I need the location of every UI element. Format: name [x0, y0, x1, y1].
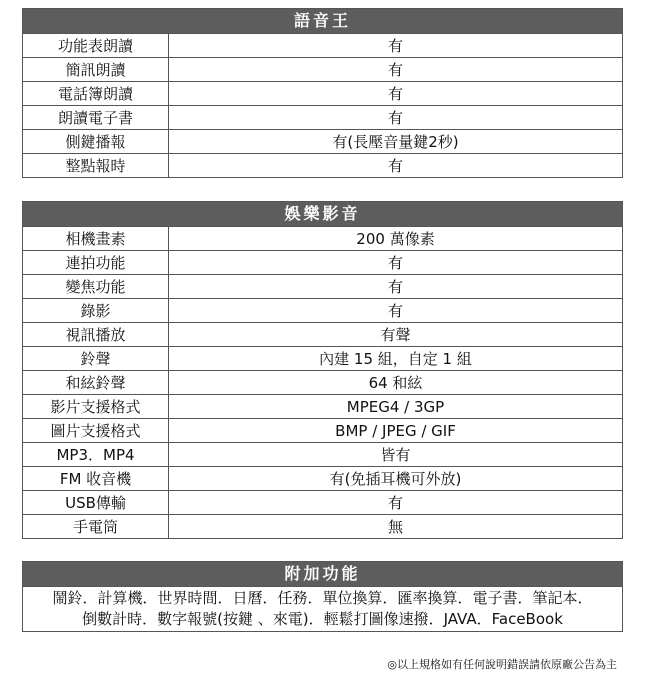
entertainment-spec-label: 和絃鈴聲 [23, 371, 169, 395]
entertainment-spec-label: 連拍功能 [23, 251, 169, 275]
entertainment-spec-label: 鈴聲 [23, 347, 169, 371]
voice-spec-value: 有(長壓音量鍵2秒) [169, 130, 623, 154]
entertainment-spec-value: 內建 15 組，自定 1 組 [169, 347, 623, 371]
entertainment-spec-label: 相機畫素 [23, 227, 169, 251]
entertainment-spec-value: 200 萬像素 [169, 227, 623, 251]
voice-spec-value: 有 [169, 58, 623, 82]
voice-spec-label: 整點報時 [23, 154, 169, 178]
extra-features-row [23, 587, 623, 632]
extra-features-table [22, 561, 623, 632]
voice-spec-row [23, 82, 623, 106]
voice-spec-row [23, 154, 623, 178]
extra-section-title: 附加功能 [23, 562, 623, 587]
voice-spec-row [23, 130, 623, 154]
entertainment-spec-value: 有 [169, 299, 623, 323]
entertainment-spec-row [23, 347, 623, 371]
entertainment-spec-value: 有(免插耳機可外放) [169, 467, 623, 491]
disclaimer-footnote: ◎以上規格如有任何說明錯誤請依原廠公告為主 [387, 658, 617, 671]
voice-spec-row [23, 106, 623, 130]
entertainment-spec-label: USB傳輸 [23, 491, 169, 515]
voice-spec-table [22, 8, 623, 178]
entertainment-spec-label: 手電筒 [23, 515, 169, 539]
entertainment-spec-label: 視訊播放 [23, 323, 169, 347]
entertainment-spec-row [23, 467, 623, 491]
voice-spec-value: 有 [169, 82, 623, 106]
entertainment-spec-row [23, 515, 623, 539]
entertainment-spec-label: 圖片支援格式 [23, 419, 169, 443]
entertainment-spec-row [23, 251, 623, 275]
voice-spec-label: 簡訊朗讀 [23, 58, 169, 82]
entertainment-spec-row [23, 227, 623, 251]
entertainment-spec-row [23, 419, 623, 443]
entertainment-spec-row [23, 275, 623, 299]
entertainment-spec-value: 皆有 [169, 443, 623, 467]
entertainment-spec-value: 有 [169, 491, 623, 515]
voice-spec-row [23, 58, 623, 82]
voice-spec-label: 電話簿朗讀 [23, 82, 169, 106]
entertainment-spec-value: 64 和絃 [169, 371, 623, 395]
entertainment-spec-row [23, 299, 623, 323]
entertainment-spec-table [22, 201, 623, 539]
voice-spec-label: 功能表朗讀 [23, 34, 169, 58]
entertainment-spec-row [23, 371, 623, 395]
entertainment-spec-label: FM 收音機 [23, 467, 169, 491]
extra-features-line-2: 倒數計時．數字報號(按鍵 、來電)．輕鬆打圖像速撥．JAVA．FaceBook [82, 610, 563, 628]
entertainment-spec-rows [23, 227, 623, 539]
extra-features-line-1: 鬧鈴．計算機．世界時間．日曆．任務．單位換算．匯率換算．電子書．筆記本． [52, 589, 593, 607]
entertainment-section-title: 娛樂影音 [23, 202, 623, 227]
voice-spec-label: 側鍵播報 [23, 130, 169, 154]
voice-spec-row [23, 34, 623, 58]
entertainment-spec-row [23, 443, 623, 467]
voice-spec-label: 朗讀電子書 [23, 106, 169, 130]
entertainment-spec-value: MPEG4 / 3GP [169, 395, 623, 419]
entertainment-spec-label: 錄影 [23, 299, 169, 323]
voice-spec-rows [23, 34, 623, 178]
entertainment-spec-value: 無 [169, 515, 623, 539]
extra-features-text [23, 587, 623, 632]
entertainment-spec-label: 變焦功能 [23, 275, 169, 299]
entertainment-spec-value: BMP / JPEG / GIF [169, 419, 623, 443]
entertainment-spec-label: MP3．MP4 [23, 443, 169, 467]
voice-section-title: 語音王 [23, 9, 623, 34]
voice-spec-value: 有 [169, 106, 623, 130]
entertainment-spec-value: 有聲 [169, 323, 623, 347]
voice-spec-value: 有 [169, 154, 623, 178]
entertainment-spec-label: 影片支援格式 [23, 395, 169, 419]
entertainment-spec-value: 有 [169, 251, 623, 275]
voice-spec-value: 有 [169, 34, 623, 58]
entertainment-spec-row [23, 323, 623, 347]
entertainment-spec-row [23, 395, 623, 419]
entertainment-spec-row [23, 491, 623, 515]
entertainment-spec-value: 有 [169, 275, 623, 299]
